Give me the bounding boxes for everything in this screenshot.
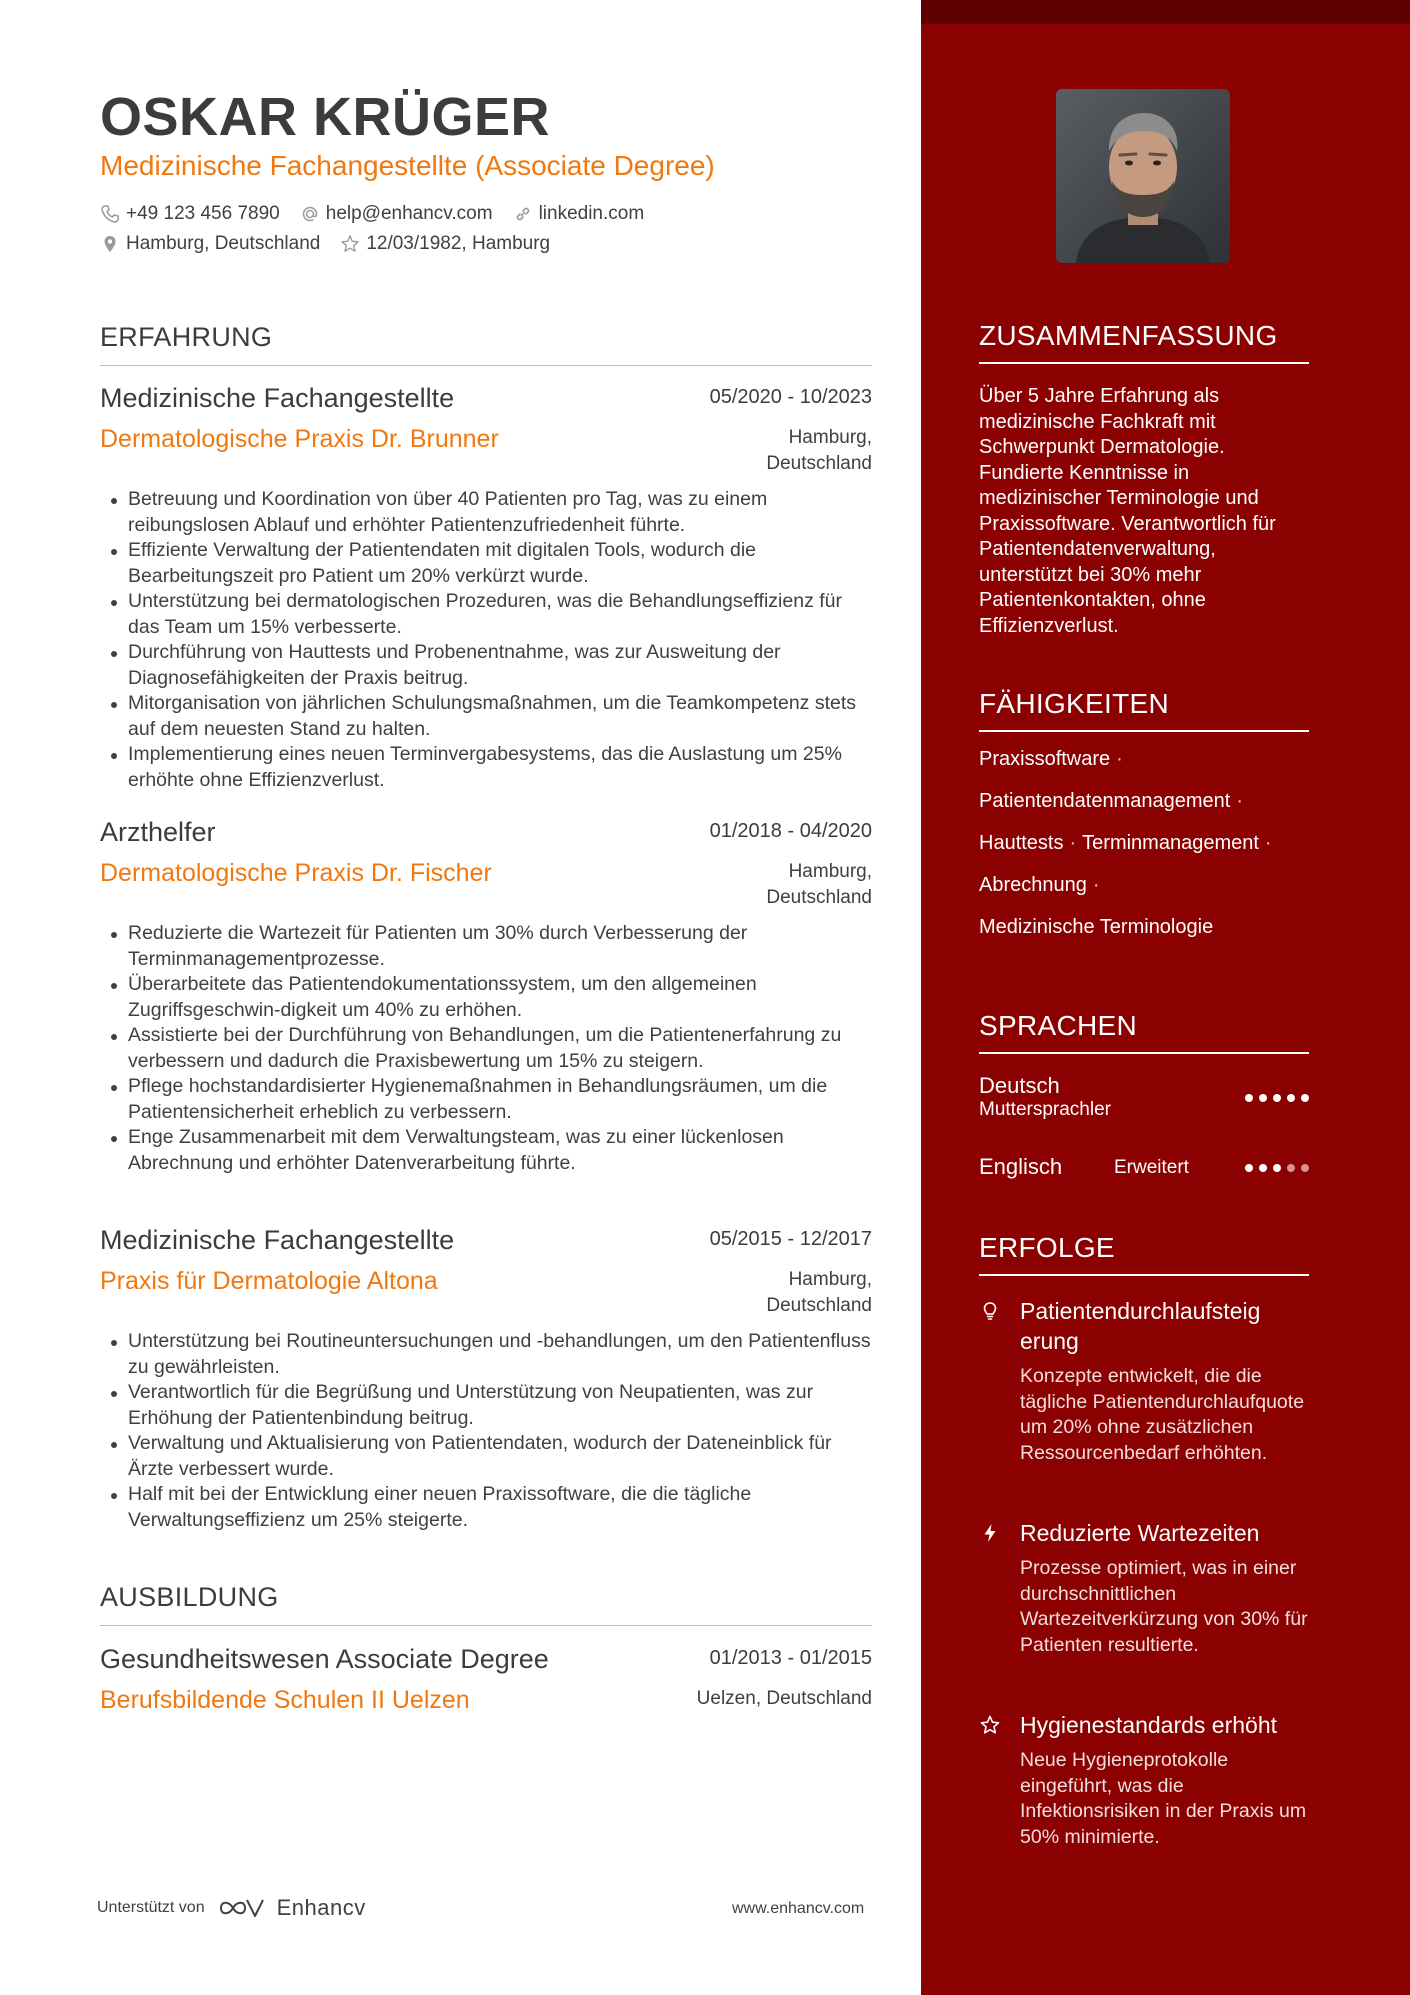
lightbulb-icon — [979, 1300, 1001, 1322]
job-bullet: Durchführung von Hauttests und Probenentnahme, was zur Ausweitung der Diagnosefähigkeiten der Praxis beitrug. — [100, 640, 872, 691]
job-bullet: Half mit bei der Entwicklung einer neuen Praxissoftware, die die tägliche Verwaltungseffizienz um 25% steigerte. — [100, 1482, 872, 1533]
languages-heading: SPRACHEN — [979, 1010, 1309, 1054]
language-item — [979, 1073, 1309, 1121]
footer-branding — [97, 1895, 366, 1921]
language-level: Muttersprachler — [979, 1099, 1111, 1120]
star-icon — [979, 1714, 1001, 1736]
job-company: Dermatologische Praxis Dr. Fischer — [100, 859, 492, 887]
job-bullet: Implementierung eines neuen Terminvergabesystems, das die Auslastung um 25% erhöhte ohne Effizienzverlust. — [100, 742, 872, 793]
experience-heading: ERFAHRUNG — [100, 322, 872, 366]
candidate-name: OSKAR KRÜGER — [100, 87, 551, 147]
education-entry — [100, 1644, 872, 1738]
job-location: Hamburg, Deutschland — [766, 861, 872, 908]
footer-brand: Enhancv — [276, 1895, 366, 1920]
job-bullet: Unterstützung bei dermatologischen Prozeduren, was die Behandlungseffizienz für das Team um 15% verbesserte. — [100, 589, 872, 640]
achievement-item — [979, 1710, 1319, 1850]
language-item — [979, 1154, 1309, 1180]
achievement-title: Patientendurchlaufsteig erung — [1020, 1298, 1261, 1354]
job-location: Hamburg, Deutschland — [766, 427, 872, 474]
enhancv-logo-icon — [217, 1895, 265, 1921]
job-bullets — [100, 1329, 872, 1533]
rating-dot-filled — [1287, 1094, 1295, 1102]
contact-row-1 — [100, 203, 644, 225]
rating-dot-empty — [1287, 1164, 1295, 1172]
job-bullets — [100, 487, 872, 793]
skill-tag: Patientendatenmanagement — [979, 790, 1231, 812]
rating-dot-filled — [1259, 1164, 1267, 1172]
job-bullet: Pflege hochstandardisierter Hygienemaßnahmen in Behandlungsräumen, um die Patientensicherheit erheblich zu verbessern. — [100, 1074, 872, 1125]
achievement-desc: Konzepte entwickelt, die die tägliche Patientendurchlaufquote um 20% ohne zusätzlichen Ressourcenbedarf erhöhten. — [1020, 1365, 1305, 1464]
portrait-illustration — [1056, 89, 1230, 263]
rating-dot-filled — [1259, 1094, 1267, 1102]
job-entry — [100, 383, 872, 793]
powered-by-text: Unterstützt von — [97, 1899, 205, 1916]
contact-email[interactable] — [300, 203, 493, 225]
birth-text: 12/03/1982, Hamburg — [366, 233, 551, 254]
job-bullet: Reduzierte die Wartezeit für Patienten um 30% durch Verbesserung der Terminmanagementprozesse. — [100, 921, 872, 972]
contact-phone — [100, 203, 280, 225]
degree-title: Gesundheitswesen Associate Degree — [100, 1644, 549, 1674]
contact-linkedin[interactable] — [513, 203, 645, 225]
job-bullet: Überarbeitete das Patientendokumentationssystem, um den allgemeinen Zugriffsgeschwin-digkeit um 40% zu erhöhen. — [100, 972, 872, 1023]
email-text[interactable]: help@enhancv.com — [325, 203, 493, 224]
achievement-title: Hygienestandards erhöht — [1020, 1712, 1277, 1738]
achievements-heading: ERFOLGE — [979, 1232, 1309, 1276]
achievement-desc: Prozesse optimiert, was in einer durchschnittlichen Wartezeitverkürzung von 30% für Patienten resultierte. — [1020, 1557, 1308, 1656]
skill-tag: Praxissoftware — [979, 748, 1111, 770]
job-title: Medizinische Fachangestellte — [100, 383, 455, 413]
job-title: Medizinische Fachangestellte — [100, 1225, 455, 1255]
sidebar-top-bar — [921, 0, 1410, 24]
candidate-role: Medizinische Fachangestellte (Associate Degree) — [100, 150, 715, 181]
job-entry — [100, 1225, 872, 1533]
contact-birth — [340, 233, 550, 255]
language-level: Erweitert — [1114, 1157, 1189, 1178]
job-bullet: Enge Zusammenarbeit mit dem Verwaltungsteam, was zu einer lückenlosen Abrechnung und erhöhter Datenverarbeitung führte. — [100, 1125, 872, 1176]
rating-dot-filled — [1245, 1094, 1253, 1102]
skill-tag: Hauttests — [979, 832, 1064, 854]
job-entry — [100, 817, 872, 1176]
rating-dot-filled — [1273, 1164, 1281, 1172]
phone-text: +49 123 456 7890 — [126, 203, 280, 224]
achievement-item — [979, 1518, 1319, 1658]
achievement-title: Reduzierte Wartezeiten — [1020, 1520, 1260, 1546]
school-name: Berufsbildende Schulen II Uelzen — [100, 1686, 470, 1714]
language-rating — [1245, 1164, 1309, 1172]
contact-row-2 — [100, 233, 550, 255]
job-bullet: Effiziente Verwaltung der Patientendaten mit digitalen Tools, wodurch die Bearbeitungszeit pro Patient um 20% verkürzt wurde. — [100, 538, 872, 589]
achievement-desc: Neue Hygieneprotokolle eingeführt, was die Infektionsrisiken in der Praxis um 50% minimierte. — [1020, 1749, 1307, 1848]
job-date: 05/2020 - 10/2023 — [709, 386, 872, 408]
rating-dot-filled — [1245, 1164, 1253, 1172]
school-location: Uelzen, Deutschland — [696, 1688, 872, 1709]
education-heading: AUSBILDUNG — [100, 1582, 872, 1626]
achievement-item — [979, 1296, 1319, 1466]
at-icon — [300, 204, 320, 224]
skill-tag: Abrechnung — [979, 874, 1087, 896]
lightning-icon — [979, 1522, 1001, 1544]
rating-dot-filled — [1273, 1094, 1281, 1102]
skill-tag: Terminmanagement — [1082, 832, 1259, 854]
star-icon — [340, 234, 360, 254]
link-icon — [513, 204, 533, 224]
linkedin-text[interactable]: linkedin.com — [538, 203, 645, 224]
sidebar — [921, 0, 1410, 1995]
education-date: 01/2013 - 01/2015 — [709, 1647, 872, 1669]
rating-dot-filled — [1301, 1094, 1309, 1102]
rating-dot-empty — [1301, 1164, 1309, 1172]
job-title: Arzthelfer — [100, 817, 216, 847]
job-bullet: Betreuung und Koordination von über 40 Patienten pro Tag, was zu einem reibungslosen Ablauf und erhöhter Patientenzufriedenheit führte. — [100, 487, 872, 538]
job-bullet: Assistierte bei der Durchführung von Behandlungen, um die Patientenerfahrung zu verbessern und dadurch die Praxisbewertung um 15% zu steigern. — [100, 1023, 872, 1074]
skills-heading: FÄHIGKEITEN — [979, 688, 1309, 732]
language-name: Englisch — [979, 1154, 1063, 1179]
contact-location — [100, 233, 320, 255]
skills-list: Praxissoftware · Patientendatenmanagement · Hauttests · Terminmanagement · Abrechnung · Medizinische Terminologie — [979, 748, 1272, 938]
phone-icon — [100, 204, 120, 224]
footer-url[interactable]: www.enhancv.com — [732, 1900, 865, 1917]
language-name: Deutsch — [979, 1073, 1060, 1098]
job-company: Praxis für Dermatologie Altona — [100, 1267, 438, 1295]
language-rating — [1245, 1094, 1309, 1102]
job-bullet: Mitorganisation von jährlichen Schulungsmaßnahmen, um die Teamkompetenz stets auf dem neuesten Stand zu halten. — [100, 691, 872, 742]
location-pin-icon — [100, 234, 120, 254]
job-bullet: Unterstützung bei Routineuntersuchungen und -behandlungen, um den Patientenfluss zu gewährleisten. — [100, 1329, 872, 1380]
skill-tag: Medizinische Terminologie — [979, 916, 1214, 938]
profile-photo — [1056, 89, 1230, 263]
job-bullets — [100, 921, 872, 1176]
job-date: 05/2015 - 12/2017 — [709, 1228, 872, 1250]
location-text: Hamburg, Deutschland — [126, 233, 321, 254]
job-location: Hamburg, Deutschland — [766, 1269, 872, 1316]
summary-text: Über 5 Jahre Erfahrung als medizinische Fachkraft mit Schwerpunkt Dermatologie. Fundierte Kenntnisse in medizinischer Terminologie und Praxissoftware. Verantwortlich für Patientendatenverwaltung, unterstützt bei 30% mehr Patientenkontakten, ohne Effizienzverlust. — [979, 385, 1276, 637]
summary-heading: ZUSAMMENFASSUNG — [979, 320, 1309, 364]
job-company: Dermatologische Praxis Dr. Brunner — [100, 425, 499, 453]
job-bullet: Verwaltung und Aktualisierung von Patientendaten, wodurch der Dateneinblick für Ärzte verbessert wurde. — [100, 1431, 872, 1482]
job-date: 01/2018 - 04/2020 — [709, 820, 872, 842]
job-bullet: Verantwortlich für die Begrüßung und Unterstützung von Neupatienten, was zur Erhöhung der Patientenbindung beitrug. — [100, 1380, 872, 1431]
